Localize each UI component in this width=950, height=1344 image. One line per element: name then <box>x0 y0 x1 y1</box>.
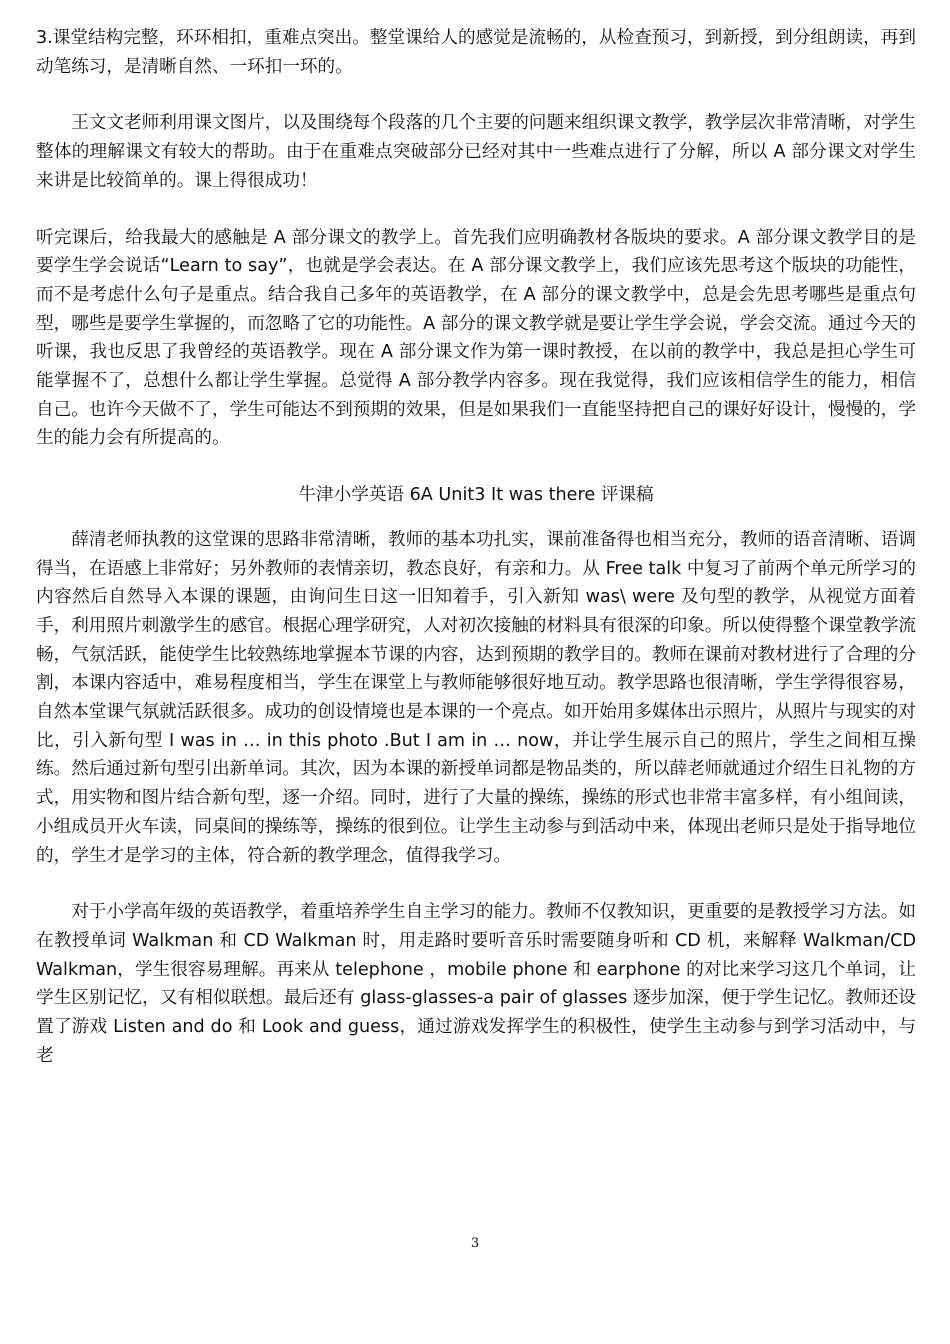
paragraph-xue-qing: 薛清老师执教的这堂课的思路非常清晰，教师的基本功扎实，课前准备得也相当充分，教师的语音清晰、语调得当，在语感上非常好；另外教师的表情亲切，教态良好，有亲和力。从 Free talk 中复习了前两个单元所学习的内容然后自然导入本课的课题，由询问生日这一旧知着手，引入新知 was\ were 及句型的教学，从视觉方面着手，利用照片刺激学生的感官。根据心理学研究，人对初次接触的材料具有很深的印象。所以使得整个课堂教学流畅，气氛活跃，能使学生比较熟练地掌握本节课的内容，达到预期的教学目的。教师在课前对教材进行了合理的分割，本课内容适中，难易程度相当，学生在课堂上与教师能够很好地互动。教学思路也很清晰，学生学得很容易，自然本堂课气氛就活跃很多。成功的创设情境也是本课的一个亮点。如开始用多媒体出示照片，从照片与现实的对比，引入新句型 I was in … in this photo .But I am in … now，并让学生展示自己的照片，学生之间相互操练。然后通过新句型引出新单词。其次，因为本课的新授单词都是物品类的，所以薛老师就通过介绍生日礼物的方式，用实物和图片结合新句型，逐一介绍。同时，进行了大量的操练，操练的形式也非常丰富多样，有小组间读，小组成员开火车读，同桌间的操练等，操练的很到位。让学生主动参与到活动中来，体现出老师只是处于指导地位的，学生才是学习的主体，符合新的教学理念，值得我学习。 <box>36 529 916 866</box>
paragraph-wang-wenwen: 王文文老师利用课文图片，以及围绕每个段落的几个主要的问题来组织课文教学，教学层次非常清晰，对学生整体的理解课文有较大的帮助。由于在重难点突破部分已经对其中一些难点进行了分解，所以 A 部分课文对学生来讲是比较简单的。课上得很成功！ <box>36 113 916 191</box>
paragraph-gap <box>36 196 916 224</box>
document-page <box>36 24 916 1071</box>
paragraph-reflection: 听完课后，给我最大的感触是 A 部分课文的教学上。首先我们应明确教材各版块的要求。A 部分课文教学目的是要学生学会说话“Learn to say”，也就是学会表达。在 A 部分课文教学上，我们应该先思考这个版块的功能性，而不是考虑什么句子是重点。结合我自己多年的英语教学，在 A 部分的课文教学中，总是会先思考哪些是重点句型，哪些是要学生掌握的，而忽略了它的功能性。A 部分的课文教学就是要让学生学会说，学会交流。通过今天的听课，我也反思了我曾经的英语教学。现在 A 部分课文作为第一课时教授，在以前的教学中，我总是担心学生可能掌握不了，总想什么都让学生掌握。总觉得 A 部分教学内容多。现在我觉得，我们应该相信学生的能力，相信自己。也许今天做不了，学生可能达不到预期的效果，但是如果我们一直能坚持把自己的课好好设计，慢慢的，学生的能力会有所提高的。 <box>36 227 916 449</box>
paragraph-classroom-structure: 3.课堂结构完整，环环相扣，重难点突出。整堂课给人的感觉是流畅的，从检查预习，到新授，到分组朗读，再到动笔练习，是清晰自然、一环扣一环的。 <box>36 28 916 77</box>
paragraph-gap <box>36 81 916 109</box>
paragraph-gap <box>36 453 916 481</box>
section-heading: 牛津小学英语 6A Unit3 It was there 评课稿 <box>298 485 654 506</box>
paragraph-gap <box>36 510 916 526</box>
paragraph-senior-grade: 对于小学高年级的英语教学，着重培养学生自主学习的能力。教师不仅教知识，更重要的是教授学习方法。如在教授单词 Walkman 和 CD Walkman 时，用走路时要听音乐时需要随身听和 CD 机，来解释 Walkman/CD Walkman，学生很容易理解。再来从 telephone ，mobile phone 和 earphone 的对比来学习这几个单词，让学生区别记忆，又有相似联想。最后还有 glass-glasses-a pair of glasses 逐步加深，便于学生记忆。教师还设置了游戏 Listen and do 和 Look and guess，通过游戏发挥学生的积极性，使学生主动参与到学习活动中，与老 <box>36 902 916 1066</box>
page-number: 3 <box>470 1236 480 1251</box>
paragraph-gap <box>36 870 916 898</box>
